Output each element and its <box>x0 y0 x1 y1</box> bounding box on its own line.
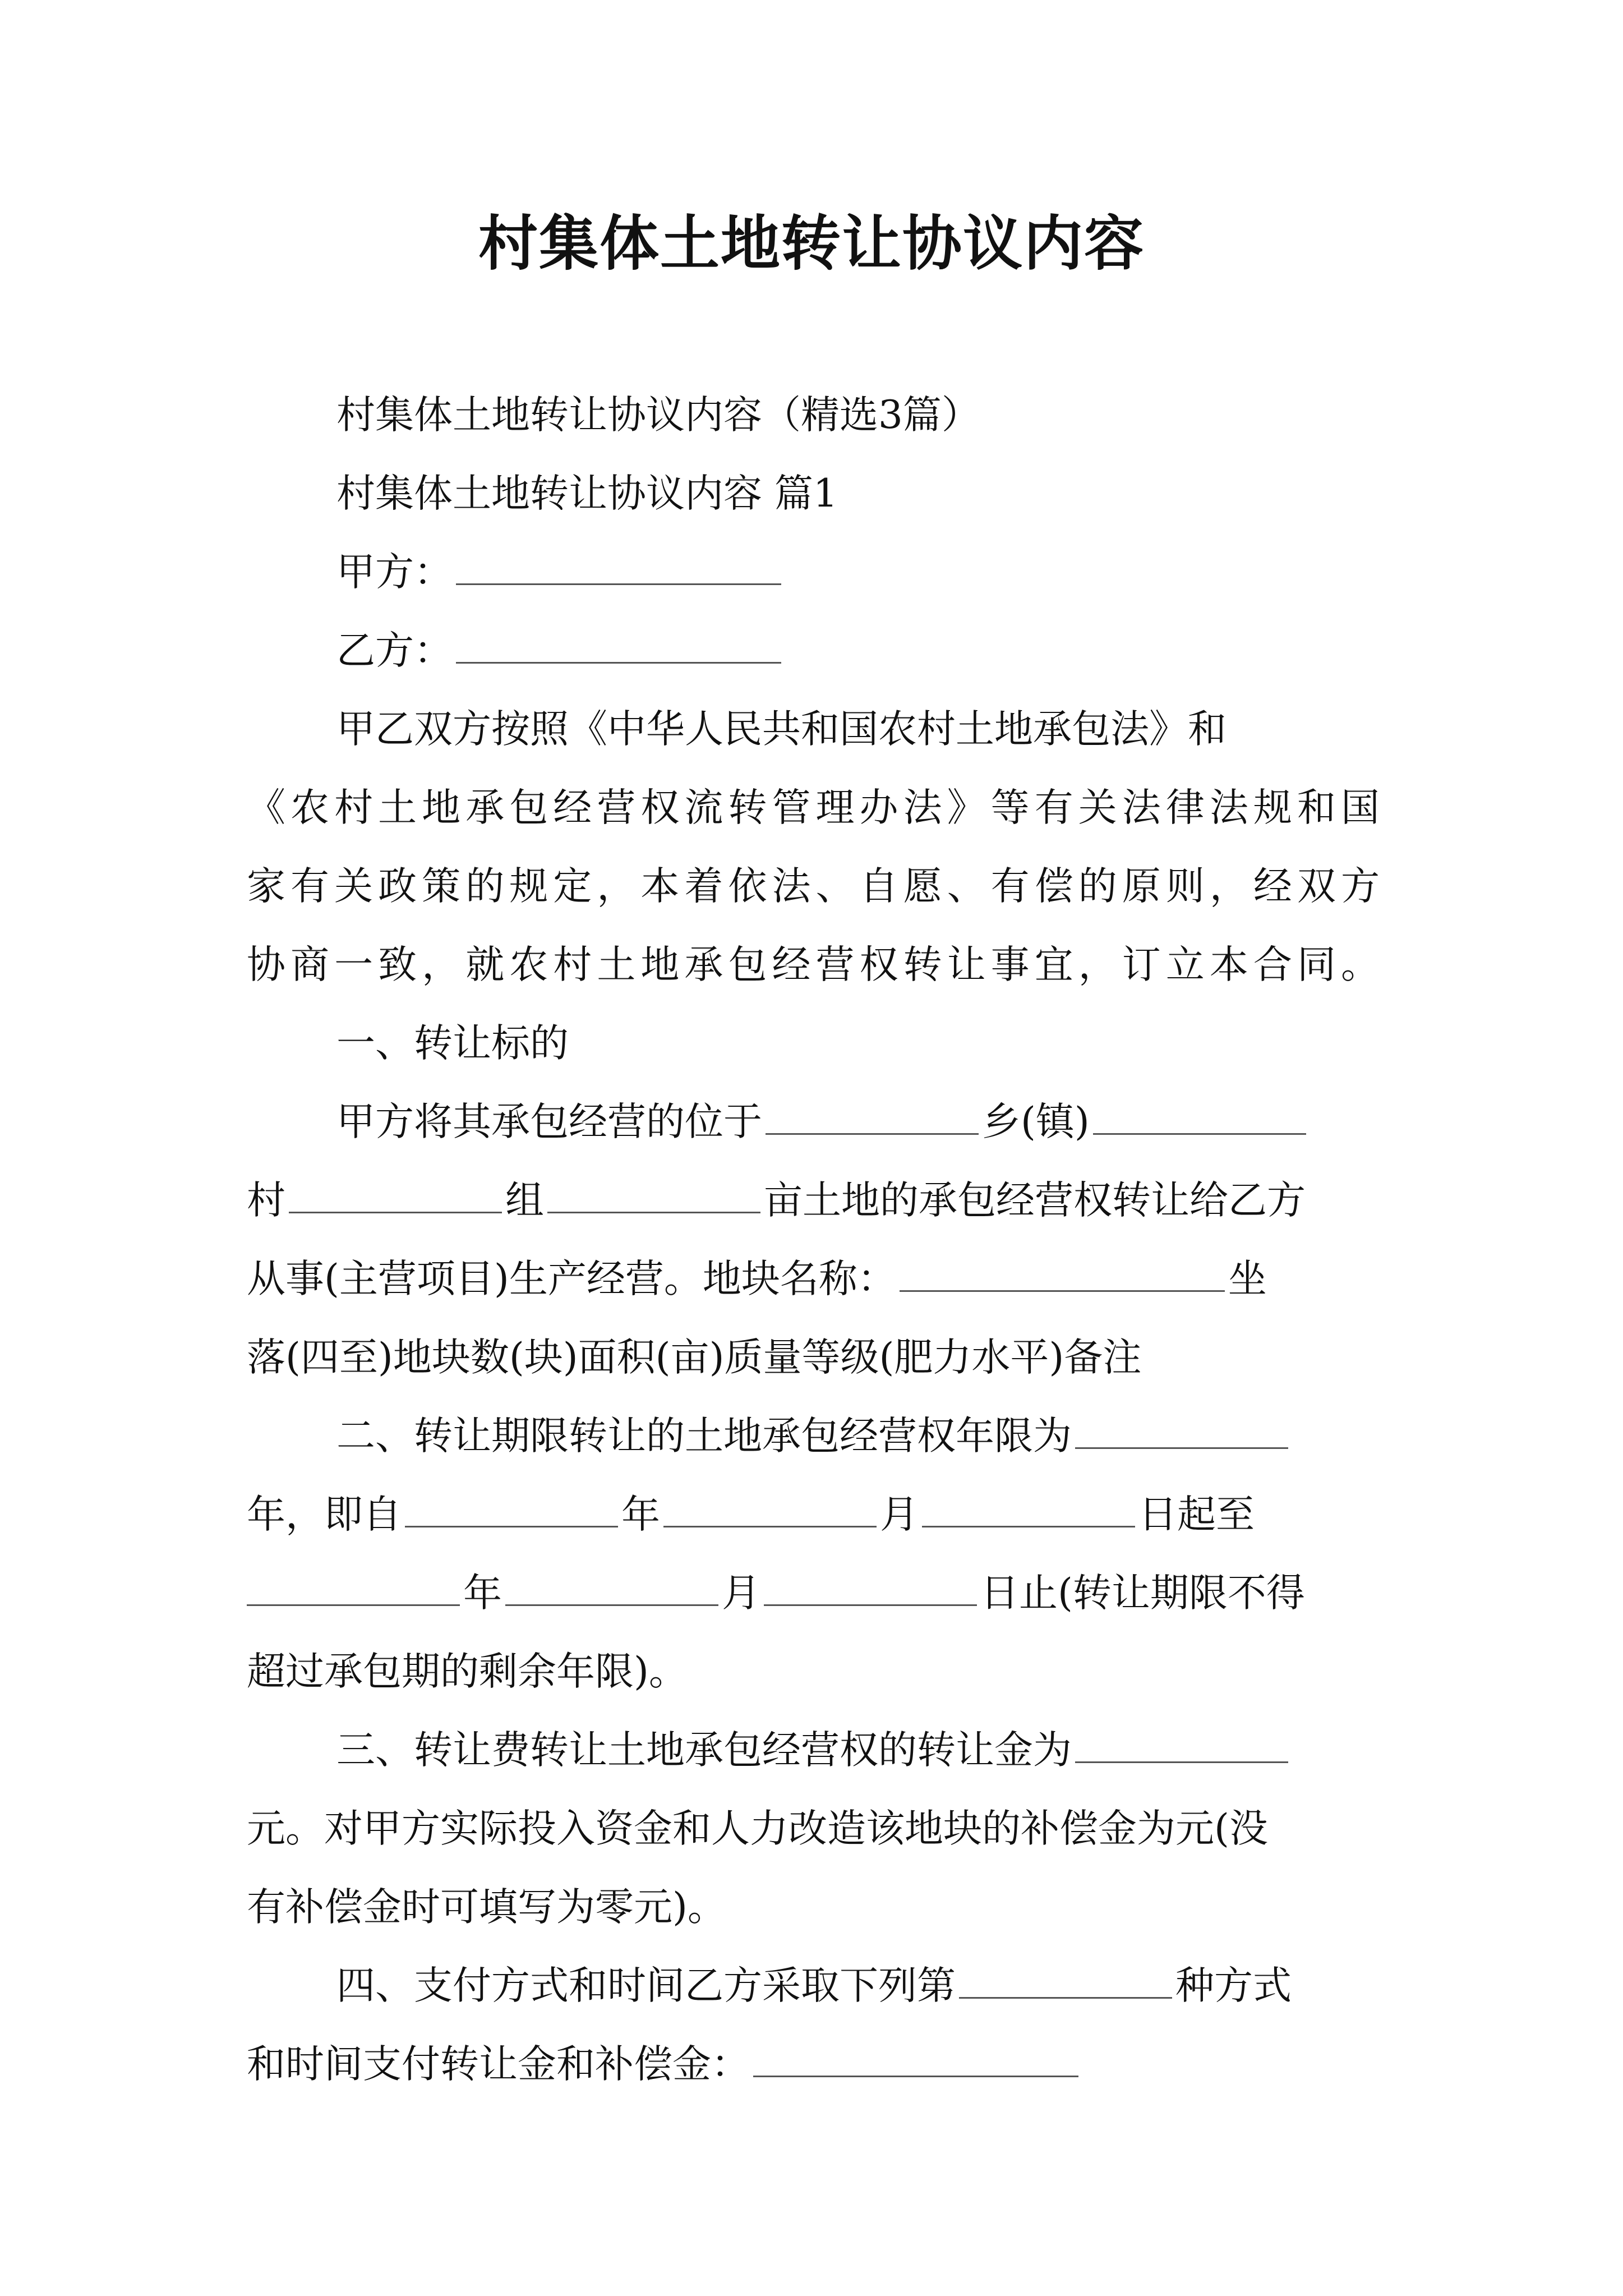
s4-text-payment: 四、支付方式和时间乙方采取下列第 <box>336 1963 956 2008</box>
party-b-line <box>336 623 785 679</box>
s2-text-year: 年 <box>621 1492 660 1537</box>
s2-line-3 <box>247 1565 1305 1621</box>
s4-text-time: 和时间支付转让金和补偿金： <box>247 2042 750 2087</box>
s3-line-2: 元。对甲方实际投入资金和人力改造该地块的补偿金为元(没 <box>247 1806 1268 1851</box>
s1-line-1 <box>336 1094 1310 1150</box>
term-years-blank[interactable] <box>1075 1410 1288 1449</box>
s4-line-1 <box>336 1958 1292 2014</box>
s1-text-zuo: 坐 <box>1228 1257 1267 1301</box>
s2-line-4: 超过承包期的剩余年限)。 <box>247 1649 688 1694</box>
s2-text-day-to: 日起至 <box>1138 1492 1255 1537</box>
s4-line-2 <box>247 2036 1082 2092</box>
end-year-blank[interactable] <box>247 1567 460 1606</box>
party-a-label: 甲方： <box>336 550 453 595</box>
end-day-blank[interactable] <box>764 1567 977 1606</box>
subtitle: 村集体土地转让协议内容（精选3篇） <box>336 393 980 438</box>
intro-line-1: 甲乙双方按照《中华人民共和国农村土地承包法》和 <box>336 707 1227 752</box>
intro-line-3: 家有关政策的规定，本着依法、自愿、有偿的原则，经双方 <box>247 864 1380 909</box>
payment-detail-blank[interactable] <box>753 2039 1078 2077</box>
village-blank[interactable] <box>1093 1096 1306 1135</box>
party-b-blank[interactable] <box>456 625 781 664</box>
s1-line-2 <box>247 1172 1306 1228</box>
township-blank[interactable] <box>766 1096 979 1135</box>
s3-text-fee: 三、转让费转让土地承包经营权的转让金为 <box>336 1728 1072 1773</box>
s1-text-plot-name: 从事(主营项目)生产经营。地块名称： <box>247 1257 896 1301</box>
party-a-blank[interactable] <box>456 546 781 585</box>
payment-option-blank[interactable] <box>959 1960 1172 1999</box>
start-month-blank[interactable] <box>663 1489 877 1527</box>
transfer-fee-blank[interactable] <box>1075 1724 1288 1763</box>
s1-line-4: 落(四至)地块数(块)面积(亩)质量等级(肥力水平)备注 <box>247 1335 1142 1380</box>
plot-name-blank[interactable] <box>900 1253 1225 1292</box>
s2-text-month: 月 <box>880 1492 919 1537</box>
s2-text-from: 年，即自 <box>247 1492 402 1537</box>
s4-text-method: 种方式 <box>1175 1963 1292 2008</box>
start-year-blank[interactable] <box>405 1489 618 1527</box>
page-title: 村集体土地转让协议内容 <box>478 209 1145 278</box>
s3-line-3: 有补偿金时可填写为零元)。 <box>247 1885 726 1930</box>
s1-text-township: 乡(镇) <box>982 1099 1090 1144</box>
s3-line-1 <box>336 1722 1292 1778</box>
end-month-blank[interactable] <box>505 1567 718 1606</box>
s2-line-1 <box>336 1408 1292 1464</box>
party-a-line <box>336 544 785 600</box>
s2-text-term: 二、转让期限转让的土地承包经营权年限为 <box>336 1414 1072 1458</box>
group-blank[interactable] <box>289 1175 502 1213</box>
intro-line-4: 协商一致，就农村土地承包经营权转让事宜，订立本合同。 <box>247 942 1380 987</box>
s1-text-location: 甲方将其承包经营的位于 <box>336 1099 762 1144</box>
s2-text-end-day: 日止(转让期限不得 <box>980 1571 1305 1616</box>
s1-text-mu: 亩土地的承包经营权转让给乙方 <box>764 1178 1306 1223</box>
s1-line-3 <box>247 1251 1267 1307</box>
intro-line-2: 《农村土地承包经营权流转管理办法》等有关法律法规和国 <box>247 785 1380 830</box>
s2-text-end-year: 年 <box>463 1571 502 1616</box>
s1-text-village: 村 <box>247 1178 285 1223</box>
party-b-label: 乙方： <box>336 628 453 673</box>
s2-text-end-month: 月 <box>722 1571 760 1616</box>
area-blank[interactable] <box>547 1175 760 1213</box>
s1-text-group: 组 <box>505 1178 544 1223</box>
section-1-heading: 一、转让标的 <box>336 1021 569 1066</box>
s2-line-2 <box>247 1487 1255 1543</box>
section-heading: 村集体土地转让协议内容 篇1 <box>336 471 838 516</box>
start-day-blank[interactable] <box>922 1489 1135 1527</box>
